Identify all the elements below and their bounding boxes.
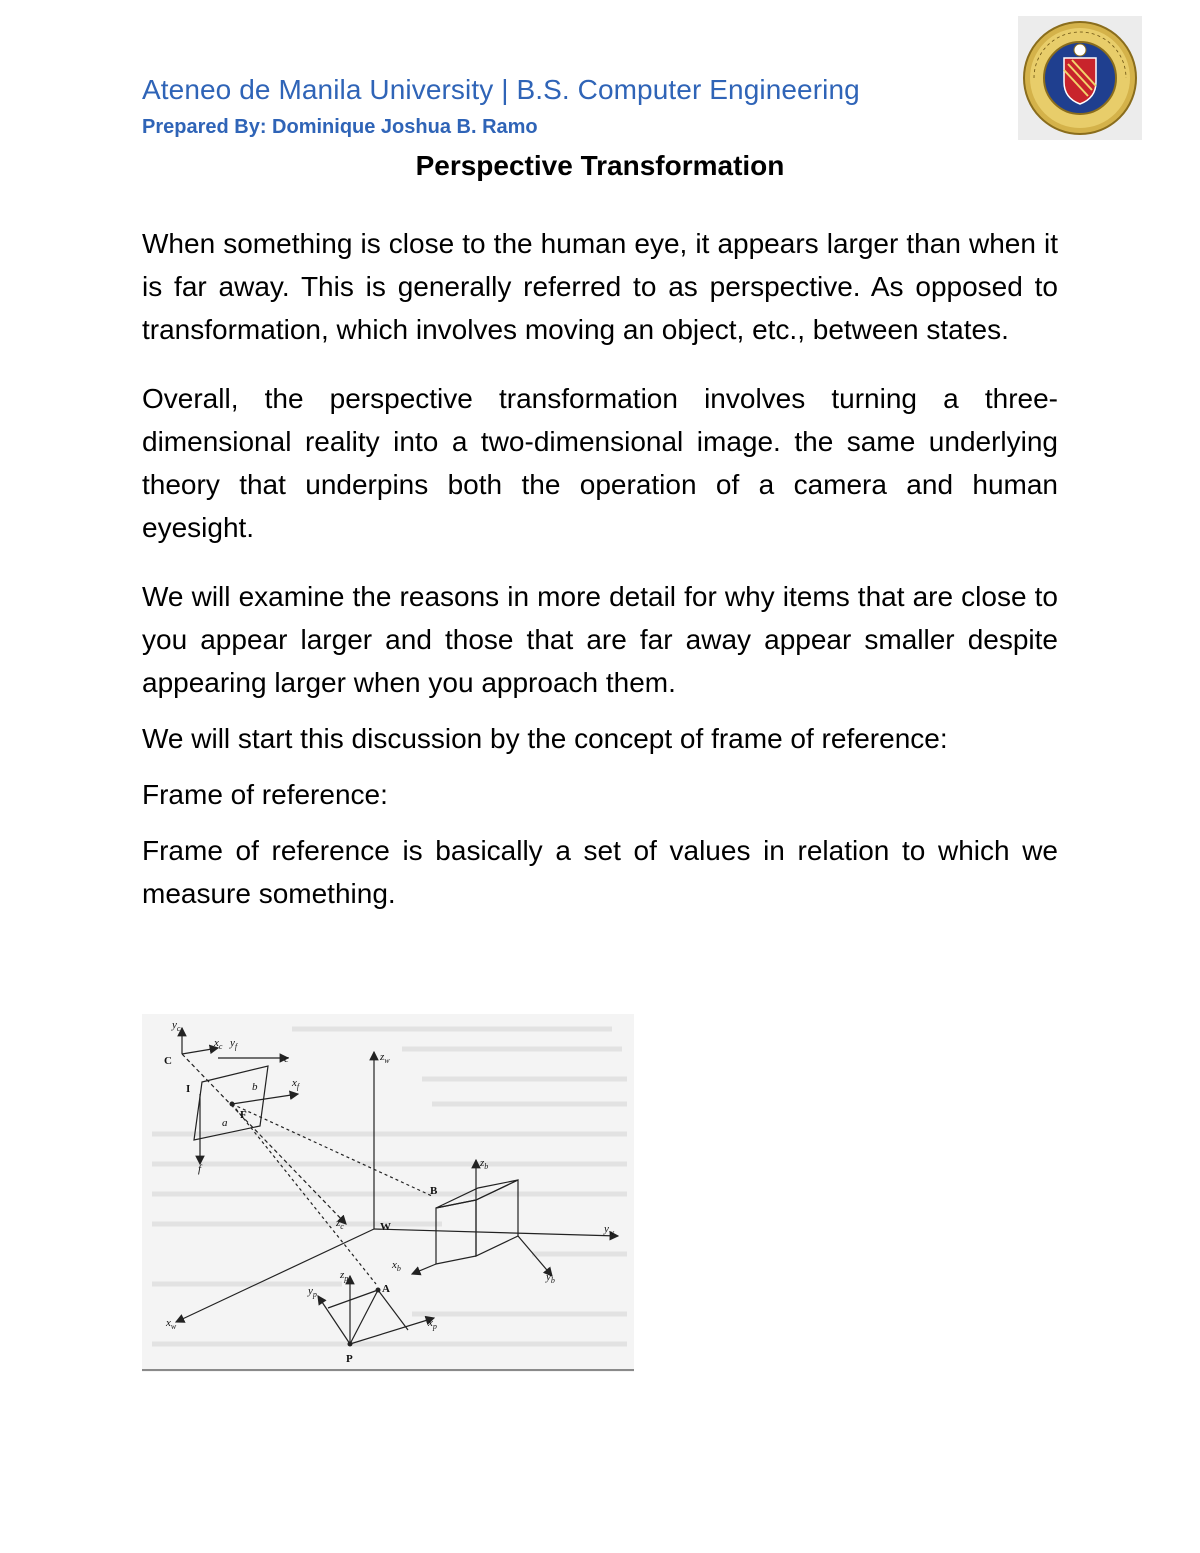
page-title: Perspective Transformation — [415, 150, 785, 181]
paragraph: Overall, the perspective transformation involves turning a three-dimensional reality into a two-dimensional image. the same underlying theory that underpins both the operation of a camera and human eyesight. — [142, 383, 1058, 543]
label-zc: $z_c$ — [336, 1217, 344, 1231]
label-xf: $x_f$ — [292, 1077, 300, 1091]
paragraph: We will start this discussion by the concept of frame of reference: — [142, 723, 948, 754]
paragraph: We will examine the reasons in more detail for why items that are close to you appear larger and those that are far away appear smaller despite appearing larger when you approach them. — [142, 581, 1058, 698]
label-yw: $y_w$ — [604, 1223, 615, 1237]
label-xb: $x_b$ — [392, 1259, 401, 1273]
label-yc: $y_c$ — [172, 1019, 181, 1033]
label-c: c — [284, 1053, 289, 1065]
body-text — [142, 222, 1058, 915]
label-F: F — [240, 1109, 247, 1121]
label-f: f — [198, 1163, 202, 1175]
label-B: B — [430, 1185, 438, 1197]
label-yp: $y_p$ — [308, 1285, 317, 1299]
label-xc: $x_c$ — [214, 1037, 223, 1051]
label-xw: $x_w$ — [166, 1317, 177, 1331]
label-W: W — [380, 1221, 391, 1233]
label-A: A — [382, 1283, 390, 1295]
label-C: C — [164, 1055, 172, 1067]
paragraph: When something is close to the human eye, it appears larger than when it is far away. This is generally referred to as perspective. As opposed to transformation, which involves moving an object, etc., between states. — [142, 228, 1058, 345]
university-seal — [1018, 16, 1142, 140]
label-yf: $y_f$ — [230, 1037, 238, 1051]
label-P: P — [346, 1353, 353, 1365]
header-affiliation: Ateneo de Manila University | B.S. Computer Engineering — [142, 74, 860, 105]
label-zb: $z_b$ — [480, 1157, 489, 1171]
frame-of-reference-figure — [142, 1014, 634, 1372]
coordinate-frames-diagram — [142, 1014, 634, 1372]
label-I: I — [186, 1083, 191, 1095]
label-yb: $y_b$ — [546, 1271, 555, 1285]
header-prepared-by: Prepared By: Dominique Joshua B. Ramo — [142, 116, 538, 138]
label-zw: $z_w$ — [380, 1051, 390, 1065]
paragraph: Frame of reference: — [142, 779, 388, 810]
paragraph: Frame of reference is basically a set of values in relation to which we measure something. — [142, 835, 1058, 909]
seal-icon — [1018, 16, 1142, 140]
label-xp: $x_p$ — [428, 1317, 437, 1331]
label-b: b — [252, 1081, 258, 1093]
label-a: a — [222, 1117, 228, 1129]
label-zp: $z_p$ — [340, 1269, 349, 1283]
